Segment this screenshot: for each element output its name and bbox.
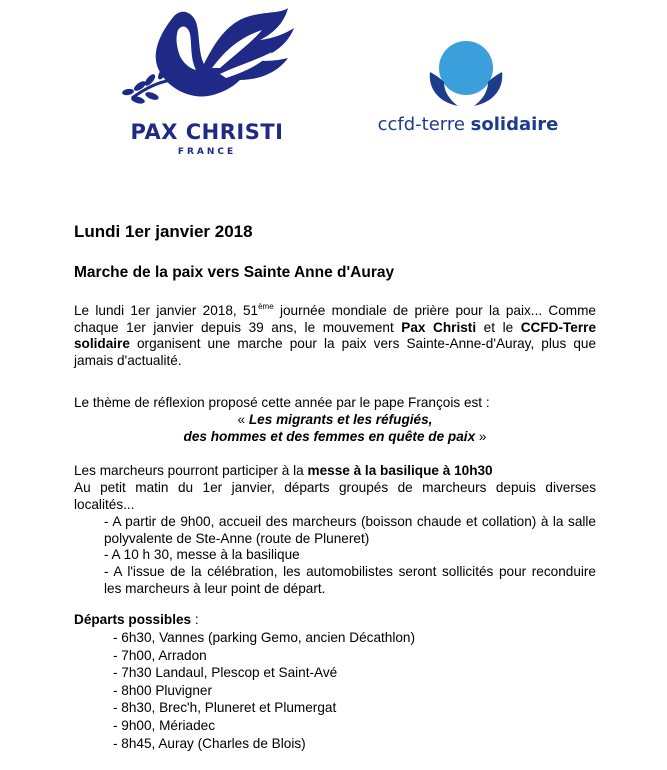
ccfd-name-light: ccfd-terre [377,114,471,135]
intro-pax-christi: Pax Christi [401,319,477,335]
departures-label: Départs possibles [74,612,192,627]
theme-line-1 [74,412,596,429]
departure-item: - 8h30, Brec'h, Pluneret et Plumergat [113,700,337,716]
departure-item: - 7h00, Arradon [113,647,207,663]
ccfd-name-bold: solidaire [470,114,559,135]
article-date: Lundi 1er janvier 2018 [74,222,253,241]
departure-item: - 8h00 Pluvigner [113,682,212,698]
dove-icon [112,8,302,120]
list-item: - A partir de 9h00, accueil des marcheurs (boisson chaude et collation) à la salle polyvalente de Ste-Anne (route de Pluneret) [104,514,596,546]
intro-text-a: Le lundi 1er janvier 2018, 51 [74,303,259,318]
theme-quote-open: « [237,412,249,427]
theme-intro: Le thème de réflexion proposé cette année par le pape François est : [74,395,490,410]
mass-line [74,463,493,480]
departure-item: - 6h30, Vannes (parking Gemo, ancien Décathlon) [113,630,416,645]
departures-heading [74,612,199,629]
departure-item: - 9h00, Mériadec [113,717,216,733]
intro-superscript: ème [258,302,274,311]
globe-hands-icon [368,38,568,114]
theme-quote-close: » [475,429,487,444]
ccfd-name [368,114,568,135]
intro-text-d: organisent une marche pour la paix vers Sainte-Anne-d'Auray, plus que jamais d'actualité. [74,336,596,368]
article-title: Marche de la paix vers Sainte Anne d'Auray [74,264,395,281]
mass-intro: Les marcheurs pourront participer à la [74,463,308,478]
intro-ccfd: CCFD-Terre solidaire [74,319,597,352]
departures-list [113,629,415,752]
pax-christi-logo [112,8,302,158]
intro-text-c: et le [476,319,521,335]
departure-item: - 7h30 Landaul, Plescop et Saint-Avé [113,665,338,681]
mass-time: messe à la basilique à 10h30 [307,463,493,478]
list-item: - A l'issue de la célébration, les automobilistes seront sollicités pour reconduire les marcheurs à leur point de départ. [104,564,596,596]
theme-line-2 [74,429,596,446]
ccfd-logo [368,38,568,143]
pax-christi-country: FRANCE [177,147,237,157]
morning-paragraph: Au petit matin du 1er janvier, départs groupés de marcheurs depuis diverses localités... [74,480,596,512]
departure-item: - 8h45, Auray (Charles de Blois) [113,735,306,751]
theme-text-1: Les migrants et les réfugiés, [248,412,433,427]
list-item: - A 10 h 30, messe à la basilique [104,547,300,562]
theme-text-2: des hommes et des femmes en quête de paix [183,429,476,444]
intro-paragraph [74,303,596,369]
intro-text-b: journée mondiale de prière pour la paix... Comme chaque 1er janvier depuis 39 ans, le mouvement [74,303,596,335]
departures-colon: : [191,612,199,627]
pax-christi-name: PAX CHRISTI [130,120,284,144]
